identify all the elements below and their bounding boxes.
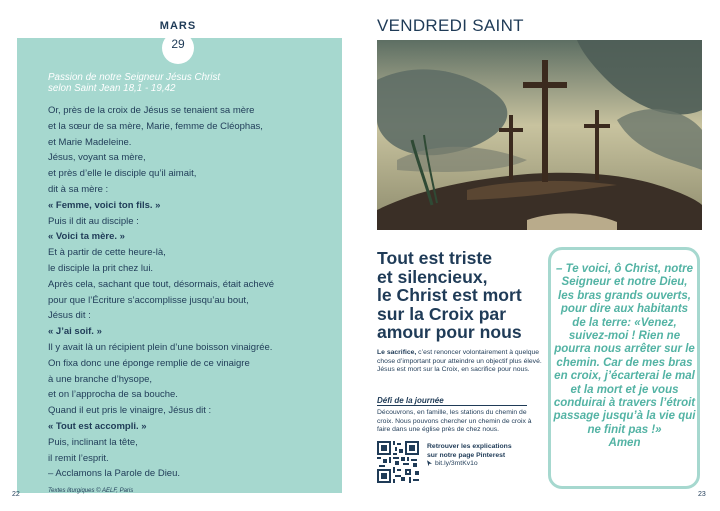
sacrifice-definition	[377, 349, 542, 375]
prayer-amen: Amen	[608, 437, 641, 450]
date-day: 29	[171, 37, 185, 51]
gospel-line: le disciple la prit chez lui.	[48, 262, 154, 274]
sacrifice-term: Le sacrifice,	[377, 349, 417, 356]
headline	[377, 249, 542, 342]
qr-code-icon[interactable]	[377, 441, 419, 483]
challenge-text: Découvrons, en famille, les stations du chemin de croix. Nous pouvons chercher un chemin de croix à faire dans une église près de chez nous.	[377, 409, 532, 434]
page-number-left: 22	[12, 491, 20, 498]
gospel-line: « Tout est accompli. »	[48, 420, 147, 432]
date-day-circle	[162, 32, 194, 64]
headline-line: amour pour nous	[377, 322, 522, 342]
page-title: VENDREDI SAINT	[377, 16, 524, 35]
headline-line: Tout est triste	[377, 248, 493, 268]
gospel-line: Jésus dit :	[48, 310, 91, 322]
gospel-line: On fixa donc une éponge remplie de ce vinaigre	[48, 357, 250, 369]
date-month: MARS	[159, 20, 197, 32]
gospel-line: pour que l’Écriture s’accomplisse jusqu’au bout,	[48, 294, 249, 306]
headline-line: le Christ est mort	[377, 285, 522, 305]
gospel-line: dit à sa mère :	[48, 183, 109, 195]
cursor-arrow-icon	[427, 460, 432, 466]
pinterest-link[interactable]	[427, 460, 478, 467]
headline-line: et silencieux,	[377, 266, 488, 287]
challenge-divider	[377, 405, 527, 406]
gospel-lines	[48, 103, 333, 482]
gospel-line: – Acclamons la Parole de Dieu.	[48, 468, 181, 480]
gospel-reference	[48, 72, 333, 94]
gospel-line: « J’ai soif. »	[48, 326, 102, 338]
gospel-line: Après cela, sachant que tout, désormais, était achevé	[48, 278, 275, 290]
gospel-line: Or, près de la croix de Jésus se tenaient sa mère	[48, 105, 255, 116]
pinterest-text	[427, 443, 512, 460]
headline-line: sur la Croix par	[377, 303, 507, 324]
gospel-text	[48, 72, 333, 494]
gospel-line: et près d’elle le disciple qu’il aimait,	[48, 168, 197, 180]
crucifixion-illustration	[377, 40, 702, 230]
gospel-reference-line2: selon Saint Jean 18,1 - 19,42	[48, 83, 176, 94]
pinterest-line2: sur notre page Pinterest	[427, 451, 506, 459]
gospel-line: « Femme, voici ton fils. »	[48, 199, 161, 211]
gospel-line: « Voici ta mère. »	[48, 231, 125, 243]
prayer-body: – Te voici, ô Christ, notre Seigneur et notre Dieu, les bras grands ouverts, pour dire aux habitants de la terre: «Venez, suivez-moi ! Rien ne pourra nous arrêter sur le chemin. Car de mes bras en croix, j’écarterai le mal et la mort et je vous conduirai à travers l’étroit passage jusqu’à la vie qui ne finit pas !»	[553, 263, 696, 436]
prayer-text	[553, 263, 696, 451]
gospel-line: et on l’approcha de sa bouche.	[48, 389, 178, 401]
gospel-line: Jésus, voyant sa mère,	[48, 152, 146, 164]
sacrifice-text: c’est renoncer volontairement à quelque chose d’important pour atteindre un objectif plus élevé. Jésus est mort sur la Croix, en sacrifice pour nous.	[377, 349, 542, 374]
gospel-line: Puis il dit au disciple :	[48, 215, 139, 227]
page-number-right: 23	[698, 491, 706, 498]
gospel-reference-line1: Passion de notre Seigneur Jésus Christ	[48, 72, 221, 83]
date-badge	[150, 18, 206, 56]
gospel-line: et Marie Madeleine.	[48, 136, 132, 148]
gospel-line: il remit l’esprit.	[48, 452, 109, 464]
gospel-line: Puis, inclinant la tête,	[48, 436, 138, 448]
pinterest-link-text[interactable]: bit.ly/3mtKv1o	[435, 460, 478, 467]
gospel-line: à une branche d’hysope,	[48, 373, 153, 385]
pinterest-line1: Retrouver les explications	[427, 443, 512, 450]
gospel-line: Et à partir de cette heure-là,	[48, 247, 166, 259]
gospel-line: Quand il eut pris le vinaigre, Jésus dit :	[48, 405, 212, 417]
challenge-title: Défi de la journée	[377, 396, 444, 405]
gospel-line: Il y avait là un récipient plein d’une boisson vinaigrée.	[48, 341, 273, 353]
liturgical-credit: Textes liturgiques © AELF, Paris	[48, 488, 134, 495]
gospel-line: et la sœur de sa mère, Marie, femme de Cléophas,	[48, 120, 263, 132]
